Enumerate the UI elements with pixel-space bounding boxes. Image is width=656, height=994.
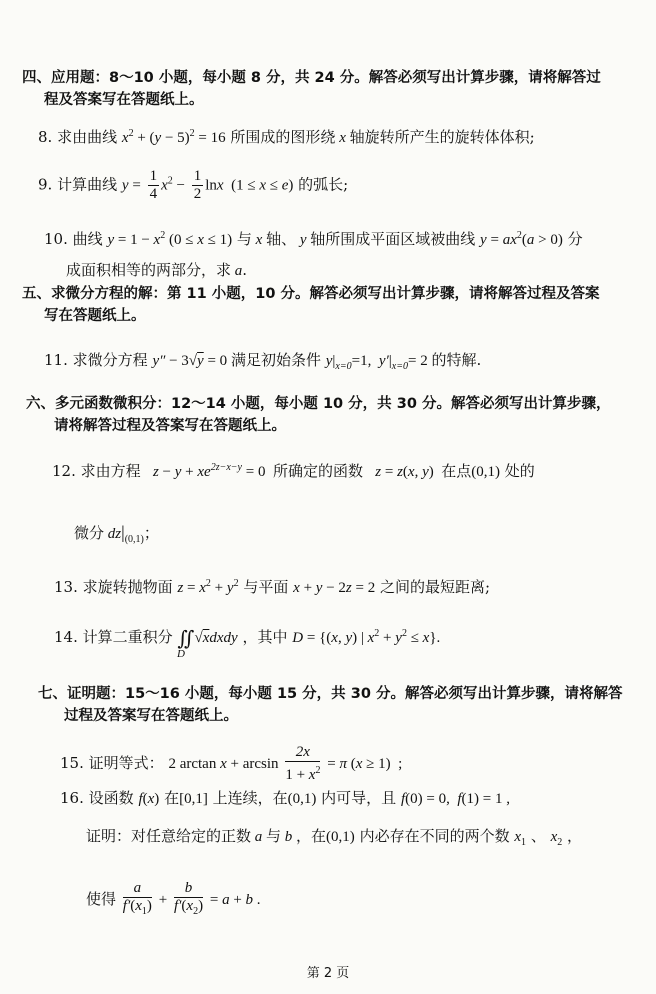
problem-14: 14. 计算二重积分 ∬√xdxdy ，其中 D = {(x, y) | $x^2 + y^2 \le x$}. <box>54 628 441 650</box>
page-number: 第 2 页 <box>306 966 350 981</box>
problem-13: 13. 求旋转抛物面 $z = x^2 + y^2$ 与平面 x + y − 2z = 2 之间的最短距离; <box>54 578 491 596</box>
problem-16-cont: 证明：对任意给定的正数 a 与 b ，在(0,1) 内必存在不同的两个数 $x_1$ 、 $x_2$ ， <box>86 827 583 848</box>
section-four-heading-cont: 程及答案写在答题纸上。 <box>44 92 204 108</box>
problem-15: 15. 证明等式： 2 arctan x + arcsin $\frac{2x}{1 + x^2}$ = π (x ≥ 1) ; <box>60 744 403 783</box>
section-seven-heading: 七、证明题：15～16 小题，每小题 15 分，共 30 分。解答必须写出计算步骤，请将解答 <box>38 686 623 702</box>
problem-12-cont: 微分 $dz|_{(0,1)}$； <box>74 522 159 545</box>
section-five-heading-cont: 写在答题纸上。 <box>44 308 146 324</box>
problem-10-cont: 成面积相等的两部分，求 a. <box>66 261 248 279</box>
problem-12: 12. 求由方程 $z - y + xe^{2z-x-y} = 0$ 所确定的函数 z = z(x, y) 在点(0,1) 处的 <box>52 462 535 480</box>
integral-domain-label: D <box>177 648 185 660</box>
section-five-heading: 五、求微分方程的解：第 11 小题，10 分。解答必须写出计算步骤，请将解答过程及答案 <box>22 286 600 302</box>
problem-16: 16. 设函数 f(x) 在[0,1] 上连续，在(0,1) 内可导，且 f(0) = 0, f(1) = 1 , <box>60 789 510 807</box>
problem-16-cont-2: 使得 $\frac{a}{f'(x_1)}$ + $\frac{b}{f'(x_2)}$ = a + b . <box>86 880 261 917</box>
problem-10: 10. 曲线 $y = 1 - x^2$ (0 ≤ x ≤ 1) 与 x 轴、 y 轴所围成平面区域被曲线 $y = ax^2(a > 0)$ 分 <box>44 230 583 248</box>
section-four-heading: 四、应用题：8～10 小题，每小题 8 分，共 24 分。解答必须写出计算步骤，请将解答过 <box>22 70 601 86</box>
problem-9: 9. 计算曲线 y = $\frac{1}{4}$ $x^2$ − $\frac{1}{2}$ lnx (1 ≤ x ≤ e) 的弧长; <box>38 168 349 202</box>
section-seven-heading-cont: 过程及答案写在答题纸上。 <box>64 708 238 724</box>
problem-11: 11. 求微分方程 y″ − 3√y = 0 满足初始条件 $y|_{x=0}=1$, $y'|_{x=0}= 2$ 的特解. <box>44 351 482 372</box>
problem-8: 8. 求由曲线 $x^2 + (y - 5)^2 = 16$ 所围成的图形绕 x 轴旋转所产生的旋转体体积; <box>38 128 535 146</box>
section-six-heading: 六、多元函数微积分：12～14 小题，每小题 10 分，共 30 分。解答必须写出计算步骤， <box>26 396 611 412</box>
section-six-heading-cont: 请将解答过程及答案写在答题纸上。 <box>54 418 286 434</box>
